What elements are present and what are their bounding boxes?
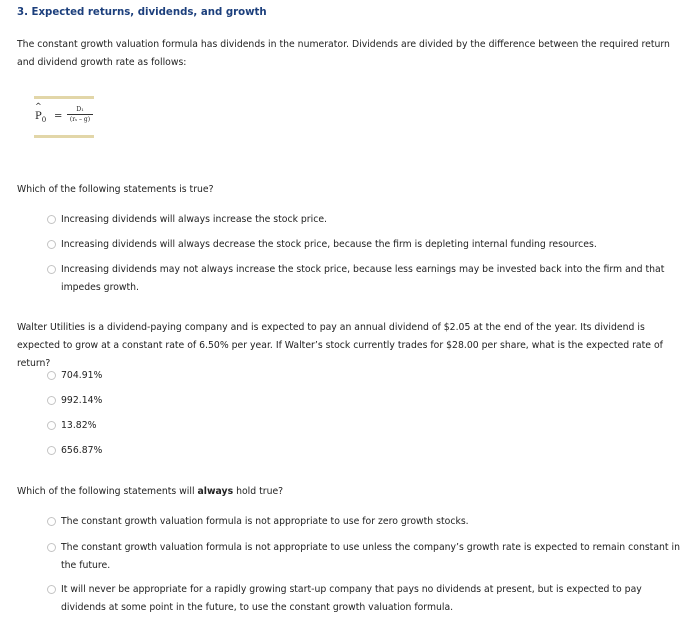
question2-prompt: Walter Utilities is a dividend-paying company and is expected to pay an annual dividend of $2.05 at the end of the year. Its dividend is expected to grow at a constant rate of 6.50% per year. If Walter’s stock currently trades for $28.00 per share, what is the expected rate of return? (17, 322, 663, 369)
question3-prompt-emphasis: always (197, 486, 234, 497)
question3-option3-radio[interactable] (47, 585, 56, 594)
formula-lhs (35, 102, 47, 124)
question1-prompt: Which of the following statements is true? (17, 184, 214, 195)
question3-option2-label[interactable]: The constant growth valuation formula is not appropriate to use unless the company’s growth rate is expected to remain constant in the future. (61, 542, 680, 571)
question1-option2-label[interactable]: Increasing dividends will always decrease the stock price, because the firm is depleting internal funding resources. (61, 239, 597, 250)
formula-fraction (67, 106, 93, 123)
question2-option2-label[interactable]: 992.14% (61, 395, 103, 406)
formula-bottom-rule (34, 135, 94, 138)
question2-option1-label[interactable]: 704.91% (61, 370, 103, 381)
formula-equals: = (54, 111, 63, 122)
question3-prompt (17, 486, 283, 497)
question3-option1-label[interactable]: The constant growth valuation formula is not appropriate to use for zero growth stocks. (61, 516, 469, 527)
constant-growth-formula (34, 96, 94, 138)
question2-option4-label[interactable]: 656.87% (61, 445, 103, 456)
formula-hat: ^ (35, 102, 42, 111)
question3-prompt-before: Which of the following statements will (17, 486, 198, 497)
question1-option2-radio[interactable] (47, 240, 56, 249)
formula-denominator: (rₛ – g) (69, 116, 91, 123)
question1-option1-radio[interactable] (47, 215, 56, 224)
question2-option2-radio[interactable] (47, 396, 56, 405)
question3-option2-radio[interactable] (47, 543, 56, 552)
intro-paragraph: The constant growth valuation formula has dividends in the numerator. Dividends are divided by the difference between the required return and dividend growth rate as follows: (17, 39, 670, 68)
question1-option1-label[interactable]: Increasing dividends will always increase the stock price. (61, 214, 328, 225)
formula-lhs-symbol: P (35, 111, 42, 122)
formula-lhs-subscript: 0 (41, 116, 47, 124)
question2-option1-radio[interactable] (47, 371, 56, 380)
question3-prompt-after: hold true? (233, 486, 284, 497)
question1-option3-radio[interactable] (47, 265, 56, 274)
question2-option4-radio[interactable] (47, 446, 56, 455)
formula-fraction-bar (67, 114, 93, 115)
question2-option3-radio[interactable] (47, 421, 56, 430)
section-title: 3. Expected returns, dividends, and growth (17, 7, 267, 18)
formula-top-rule (34, 96, 94, 99)
question3-option3-label[interactable]: It will never be appropriate for a rapidly growing start-up company that pays no dividends at present, but is expected to pay dividends at some point in the future, to use the constant growth valuation formula. (61, 584, 642, 613)
question3-option1-radio[interactable] (47, 517, 56, 526)
question1-option3-label[interactable]: Increasing dividends may not always increase the stock price, because less earnings may be invested back into the firm and that impedes growth. (61, 264, 665, 293)
formula-numerator: D₁ (76, 106, 84, 113)
question2-option3-label[interactable]: 13.82% (61, 420, 97, 431)
